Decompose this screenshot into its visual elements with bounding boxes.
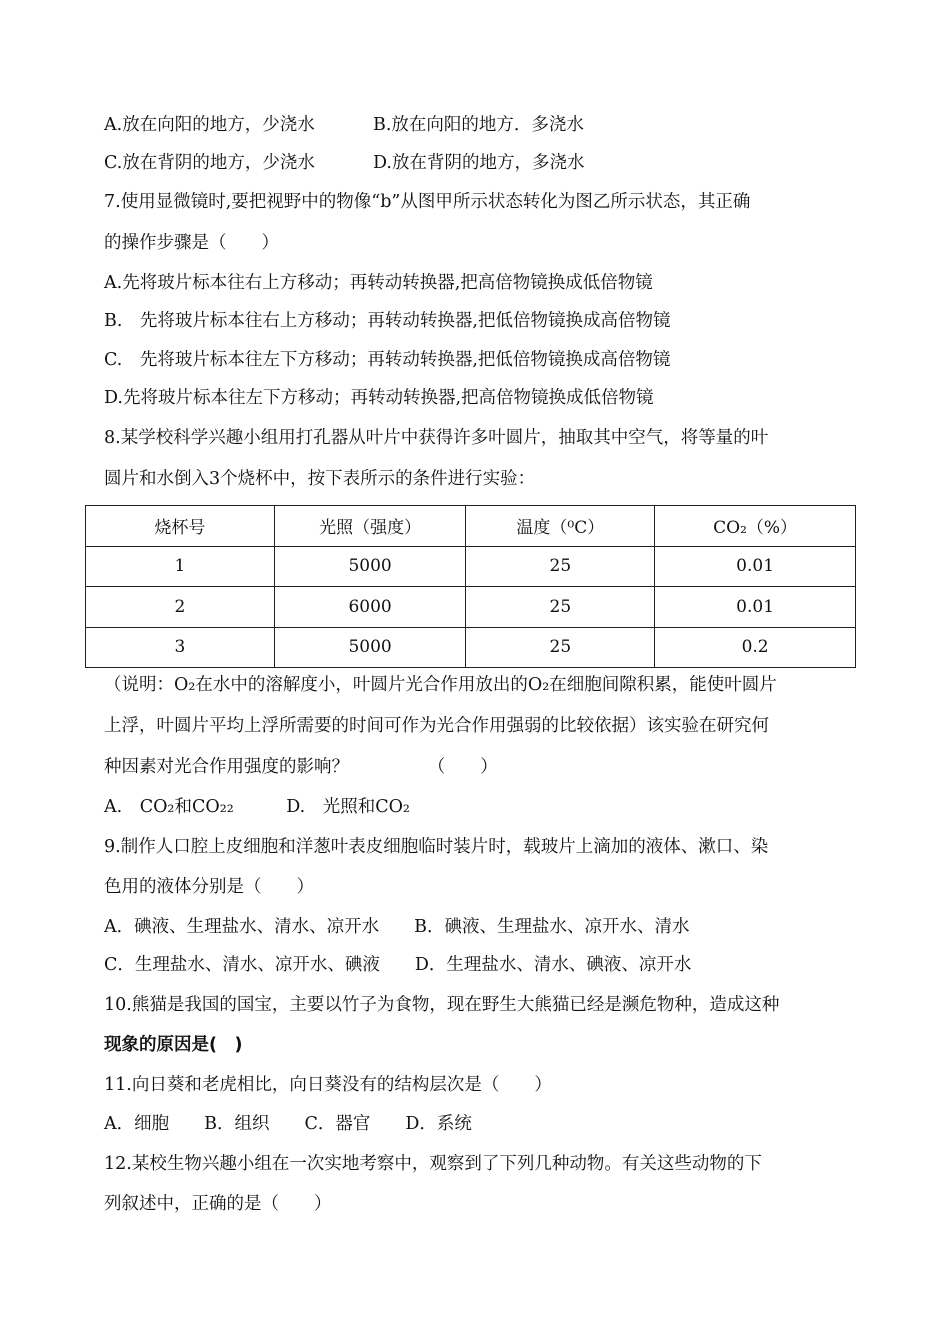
q7-stem-line2: 的操作步骤是（ ） — [104, 233, 279, 253]
table-cell: 25 — [466, 627, 655, 668]
q8-stem-line2: 圆片和水倒入3个烧杯中，按下表所示的条件进行实验： — [104, 469, 536, 489]
q11-stem: 11.向日葵和老虎相比，向日葵没有的结构层次是（ ） — [104, 1075, 552, 1095]
q6-option-c: C.放在背阴的地方，少浇水 — [104, 153, 315, 173]
q8-note-line1: （说明：O₂在水中的溶解度小，叶圆片光合作用放出的O₂在细胞间隙积累，能使叶圆片 — [104, 675, 777, 695]
table-cell: 0.2 — [655, 627, 856, 668]
q12-stem-line1: 12.某校生物兴趣小组在一次实地考察中，观察到了下列几种动物。有关这些动物的下 — [104, 1154, 762, 1174]
q8-note-line2: 上浮，叶圆片平均上浮所需要的时间可作为光合作用强弱的比较依据）该实验在研究何 — [104, 716, 769, 736]
table-row — [86, 587, 856, 628]
q8-note-line3: 种因素对光合作用强度的影响？ （ ） — [104, 757, 498, 777]
table-row — [86, 627, 856, 668]
q7-option-a: A.先将玻片标本往右上方移动；再转动转换器,把高倍物镜换成低倍物镜 — [104, 273, 653, 293]
table-cell: 0.01 — [655, 587, 856, 628]
q8-stem-line1: 8.某学校科学兴趣小组用打孔器从叶片中获得许多叶圆片，抽取其中空气，将等量的叶 — [104, 428, 769, 448]
q6-option-d: D.放在背阴的地方，多浇水 — [373, 153, 585, 173]
q10-stem-line1: 10.熊猫是我国的国宝，主要以竹子为食物，现在野生大熊猫已经是濒危物种，造成这种 — [104, 995, 780, 1015]
table-cell: 0.01 — [655, 546, 856, 587]
q9-options-ab: A．碘液、生理盐水、清水、凉开水 B．碘液、生理盐水、凉开水、清水 — [104, 917, 690, 937]
table-cell: 1 — [86, 546, 275, 587]
q8-options: A. CO₂和CO₂₂ D. 光照和CO₂ — [104, 797, 410, 817]
q6-option-b: B.放在向阳的地方．多浇水 — [373, 115, 584, 135]
q7-option-c: C. 先将玻片标本往左下方移动；再转动转换器,把低倍物镜换成高倍物镜 — [104, 350, 671, 370]
q10-stem-line2: 现象的原因是( ) — [104, 1035, 243, 1055]
table-cell: 25 — [466, 546, 655, 587]
header-temperature: 温度（⁰C） — [466, 506, 655, 547]
q7-stem-line1: 7.使用显微镜时,要把视野中的物像“b”从图甲所示状态转化为图乙所示状态，其正确 — [104, 192, 751, 212]
table-cell: 2 — [86, 587, 275, 628]
table-cell: 6000 — [274, 587, 466, 628]
table-cell: 5000 — [274, 546, 466, 587]
header-beaker: 烧杯号 — [86, 506, 275, 547]
experiment-table — [85, 505, 856, 668]
q9-stem-line2: 色用的液体分别是（ ） — [104, 877, 314, 897]
q9-stem-line1: 9.制作人口腔上皮细胞和洋葱叶表皮细胞临时装片时，载玻片上滴加的液体、漱口、染 — [104, 837, 769, 857]
q7-option-b: B. 先将玻片标本往右上方移动；再转动转换器,把低倍物镜换成高倍物镜 — [104, 311, 671, 331]
table-header-row — [86, 506, 856, 547]
table-cell: 3 — [86, 627, 275, 668]
header-light: 光照（强度） — [274, 506, 466, 547]
q11-options: A．细胞 B．组织 C．器官 D．系统 — [104, 1114, 472, 1134]
q6-option-a: A.放在向阳的地方，少浇水 — [104, 115, 315, 135]
header-co2: CO₂（%） — [655, 506, 856, 547]
q7-option-d: D.先将玻片标本往左下方移动；再转动转换器,把高倍物镜换成低倍物镜 — [104, 388, 654, 408]
table-cell: 25 — [466, 587, 655, 628]
q12-stem-line2: 列叙述中，正确的是（ ） — [104, 1194, 332, 1214]
q9-options-cd: C．生理盐水、清水、凉开水、碘液 D．生理盐水、清水、碘液、凉开水 — [104, 955, 692, 975]
table-cell: 5000 — [274, 627, 466, 668]
table-row — [86, 546, 856, 587]
